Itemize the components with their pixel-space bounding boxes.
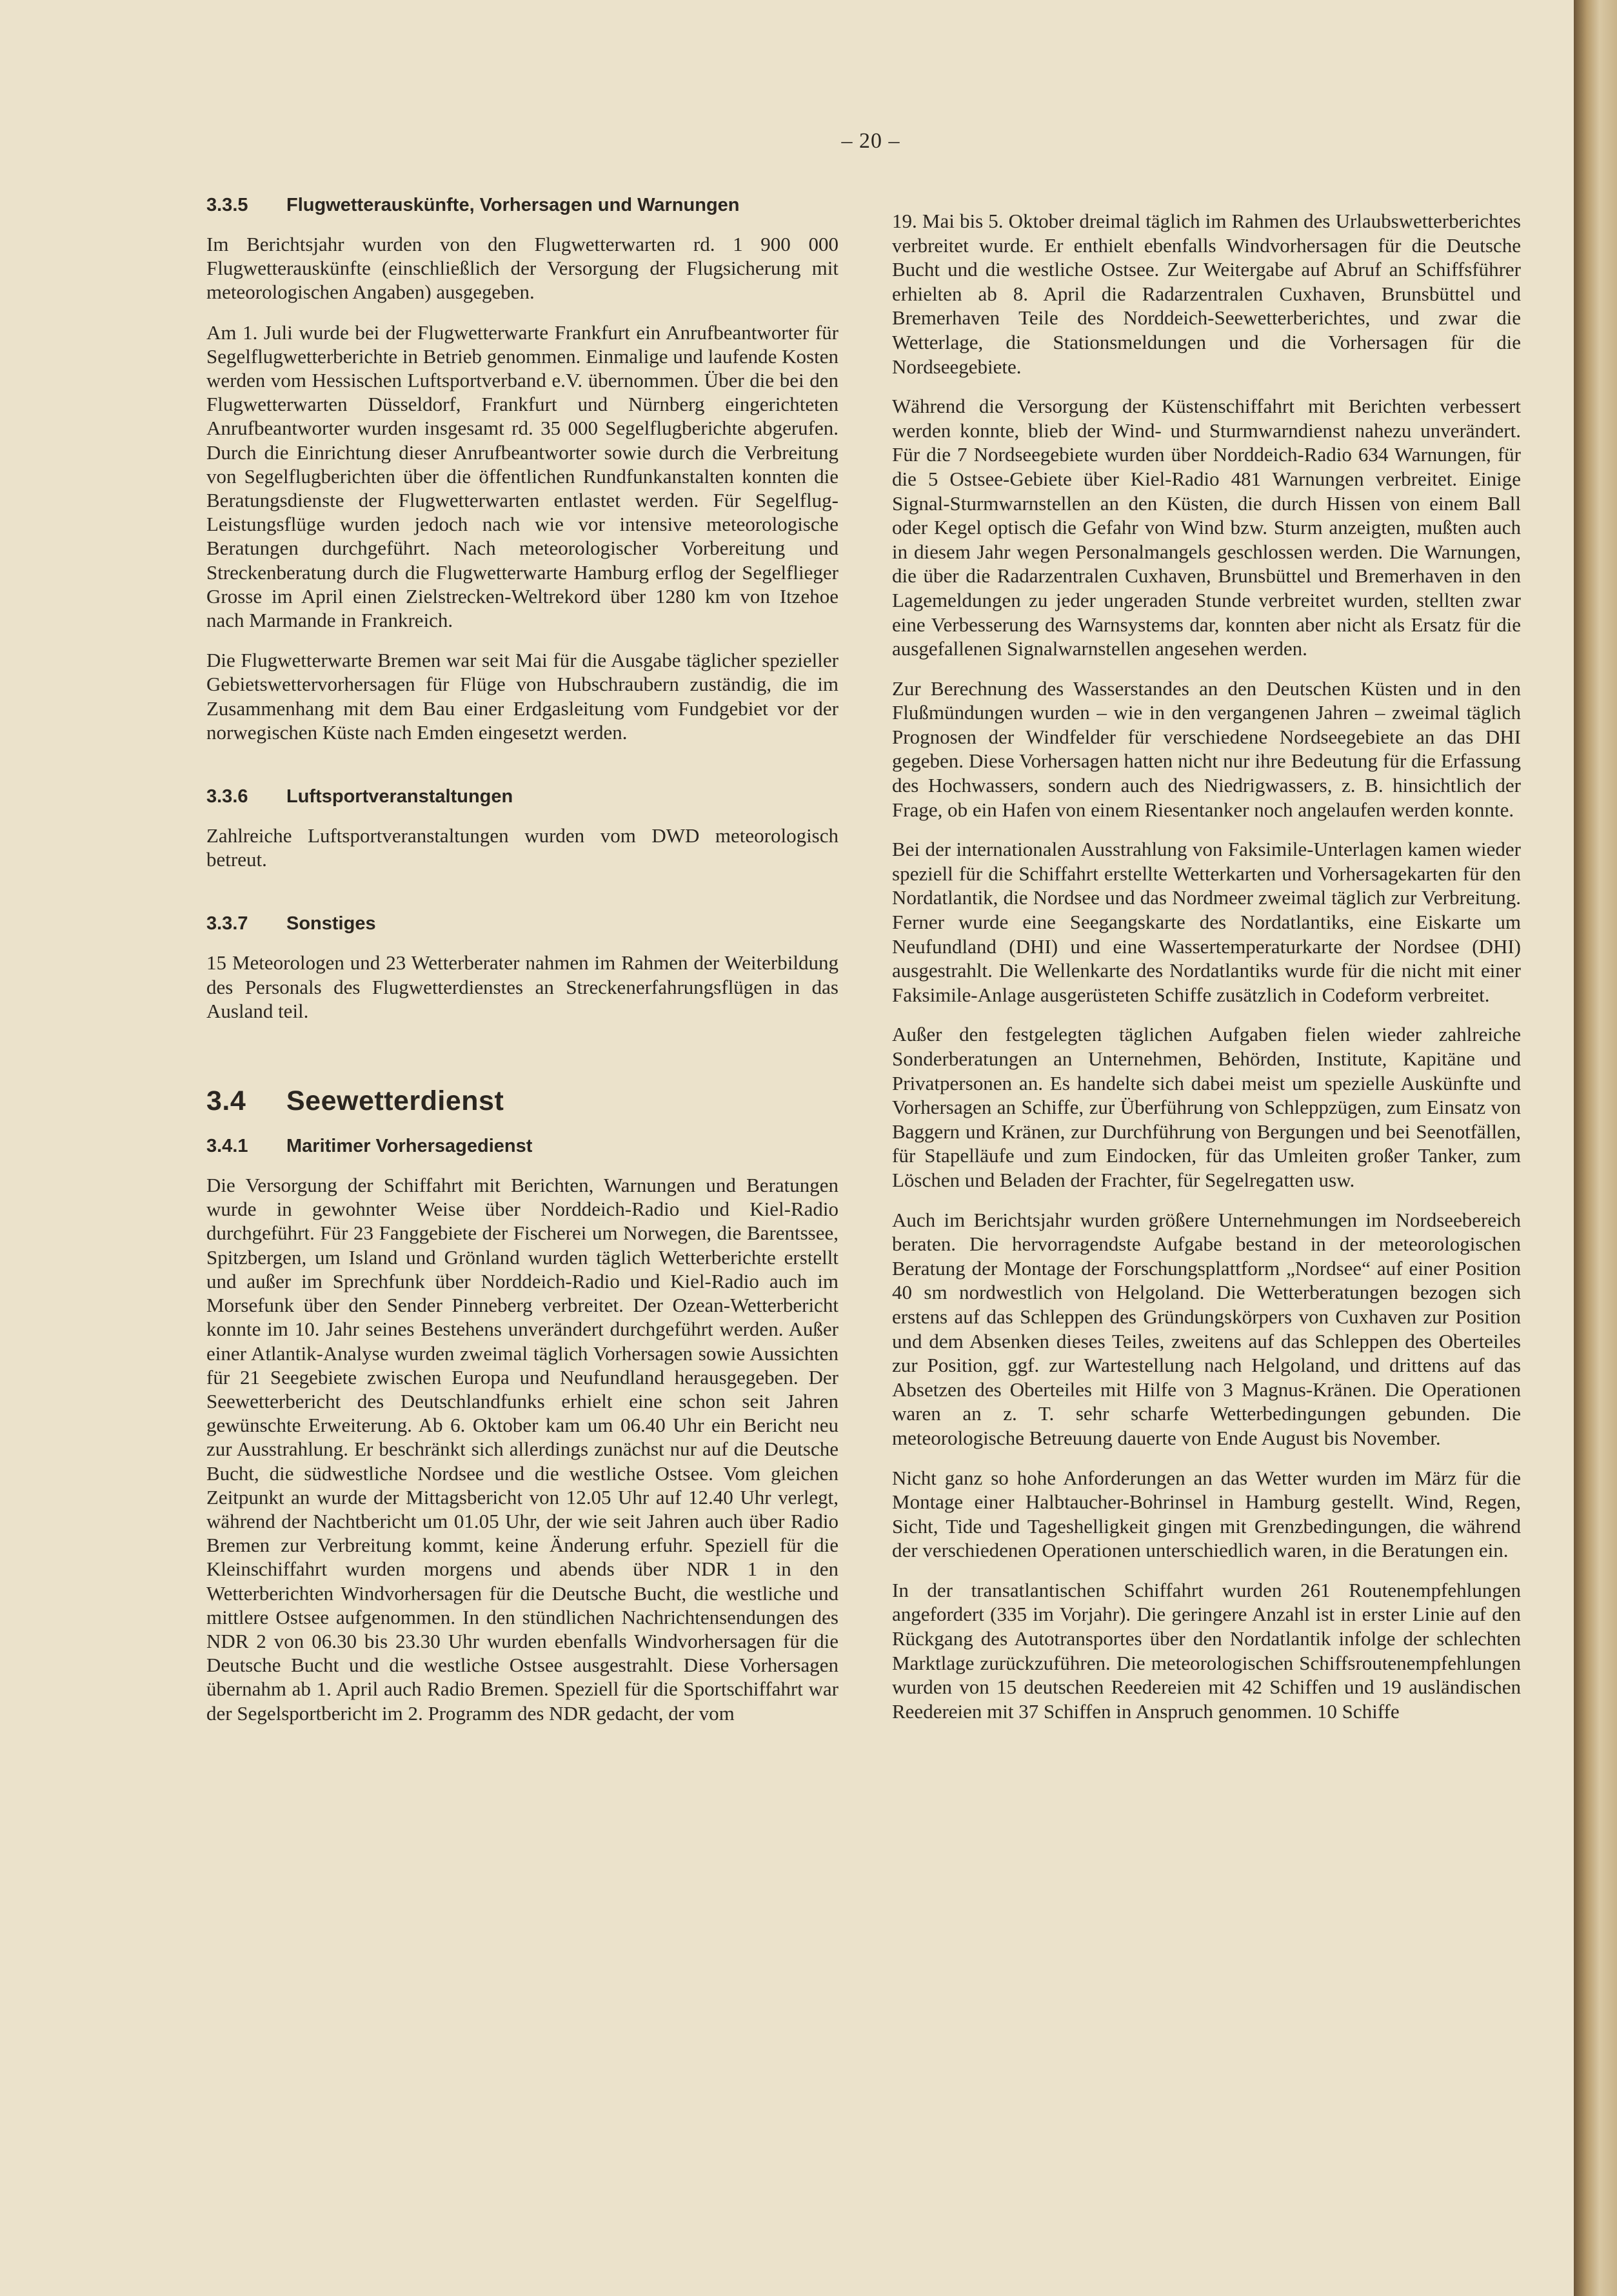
paragraph: Die Flugwetterwarte Bremen war seit Mai für die Ausgabe täglicher spezieller Gebietswettervorhersagen für Flüge von Hubschraubern zuständig, die im Zusammenhang mit dem Bau einer Erdgasleitung vom Fundgebiet vor der norwegischen Küste nach Emden eingesetzt werden. bbox=[206, 649, 838, 744]
section-heading-3-4-1: 3.4.1 Maritimer Vorhersagedienst bbox=[206, 1136, 533, 1157]
section-heading-3-4: 3.4 Seewetterdienst bbox=[206, 1085, 504, 1117]
section-heading-3-3-6: 3.3.6 Luftsportveranstaltungen bbox=[206, 786, 513, 807]
section-heading-3-3-5: 3.3.5 Flugwetterauskünfte, Vorhersagen und Warnungen bbox=[206, 195, 740, 215]
right-column bbox=[892, 209, 1521, 1739]
left-column bbox=[206, 193, 838, 1741]
paragraph: In der transatlantischen Schiffahrt wurden 261 Routenempfehlungen angefordert (335 im Vorjahr). Die geringere Anzahl ist in erster Linie auf den Rückgang des Autotransportes über den Nordatlantik infolge der schlechten Marktlage zurückzuführen. Die meteorologischen Schiffsroutenempfehlungen wurden von 15 deutschen Reedereien mit 42 Schiffen und 19 ausländischen Reedereien mit 37 Schiffen in Anspruch genommen. 10 Schiffe bbox=[892, 1578, 1521, 1723]
paragraph: Im Berichtsjahr wurden von den Flugwetterwarten rd. 1 900 000 Flugwetterauskünfte (einschließlich der Versorgung der Flugsicherung mit meteorologischen Angaben) ausgegeben. bbox=[206, 233, 838, 304]
paragraph: Zur Berechnung des Wasserstandes an den Deutschen Küsten und in den Flußmündungen wurden – wie in den vergangenen Jahren – zweimal täglich Prognosen der Windfelder für verschiedene Nordseegebiete an das DHI gegeben. Diese Vorhersagen hatten nicht nur ihre Bedeutung für die Erfassung des Hochwassers, sondern auch des Niedrigwassers, z. B. hinsichtlich der Frage, ob ein Hafen von einem Riesentanker noch angelaufen werden konnte. bbox=[892, 677, 1521, 821]
section-heading-3-3-7: 3.3.7 Sonstiges bbox=[206, 913, 376, 935]
page-number: – 20 – bbox=[841, 129, 900, 153]
paragraph: Während die Versorgung der Küstenschiffahrt mit Berichten verbessert werden konnte, blieb der Wind- und Sturmwarndienst nahezu unverändert. Für die 7 Nordseegebiete wurden über Norddeich-Radio 634 Warnungen, für die 5 Ostsee-Gebiete über Kiel-Radio 481 Warnungen verbreitet. Einige Signal-Sturmwarnstellen an den Küsten, die durch Hissen von einem Ball oder Kegel optisch die Gefahr von Wind bzw. Sturm anzeigten, mußten auch in diesem Jahr wegen Personalmangels geschlossen werden. Die Warnungen, die über die Radarzentralen Cuxhaven, Brunsbüttel und Bremerhaven in den Lagemeldungen zu jeder ungeraden Stunde verbreitet wurden, stellten zwar eine Verbesserung des Warnsystems dar, konnten aber nicht als Ersatz für die ausgefallenen Signalwarnstellen angesehen werden. bbox=[892, 395, 1521, 660]
paragraph: 19. Mai bis 5. Oktober dreimal täglich im Rahmen des Urlaubswetterberichtes verbreitet wurde. Er enthielt ebenfalls Windvorhersagen für die Deutsche Bucht und die westliche Ostsee. Zur Weitergabe auf Abruf an Schiffsführer erhielten ab 8. April die Radarzentralen Cuxhaven, Brunsbüttel und Bremerhaven Teile des Norddeich-Seewetterberichtes, und zwar die Wetterlage, die Stationsmeldungen und die Vorhersagen für die Nordseegebiete. bbox=[892, 210, 1521, 378]
paragraph: Bei der internationalen Ausstrahlung von Faksimile-Unterlagen kamen wieder speziell für die Schiffahrt erstellte Wetterkarten und Vorhersagekarten für den Nordatlantik, die Nordsee und das Nordmeer zweimal täglich zur Verbreitung. Ferner wurde eine Seegangskarte des Nordatlantiks, eine Eiskarte um Neufundland (DHI) und eine Wassertemperaturkarte der Nordsee (DHI) ausgestrahlt. Die Wellenkarte des Nordatlantiks wurde für die nicht mit einer Faksimile-Anlage ausgerüsteten Schiffe zusätzlich in Codeform verbreitet. bbox=[892, 838, 1521, 1006]
paragraph: Am 1. Juli wurde bei der Flugwetterwarte Frankfurt ein Anrufbeantworter für Segelflugwetterberichte in Betrieb genommen. Einmalige und laufende Kosten werden vom Hessischen Luftsportverband e.V. übernommen. Über die bei den Flugwetterwarten Düsseldorf, Frankfurt und Nürnberg eingerichteten Anrufbeantworter wurden insgesamt rd. 35 000 Segelflugberichte abgerufen. Durch die Einrichtung dieser Anrufbeantworter sowie durch die Verbreitung von Segelflugberichten über die öffentlichen Rundfunkanstalten konnten die Beratungsdienste der Flugwetterwarten entlastet werden. Für Segelflug-Leistungsflüge wurden jedoch nach wie vor intensive meteorologische Beratungen durchgeführt. Nach meteorologischer Vorbereitung und Streckenberatung durch die Flugwetterwarte Hamburg erflog der Segelflieger Grosse im April einen Zielstrecken-Weltrekord über 1280 km von Itzehoe nach Marmande in Frankreich. bbox=[206, 321, 838, 632]
paragraph: Zahlreiche Luftsportveranstaltungen wurden vom DWD meteorologisch betreut. bbox=[206, 824, 838, 871]
paragraph: Nicht ganz so hohe Anforderungen an das Wetter wurden im März für die Montage einer Halbtaucher-Bohrinsel in Hamburg gestellt. Wind, Regen, Sicht, Tide und Tageshelligkeit gingen mit Grenzbedingungen, die während der verschiedenen Operationen unterschiedlich waren, in die Beratungen ein. bbox=[892, 1466, 1521, 1562]
paragraph: Die Versorgung der Schiffahrt mit Berichten, Warnungen und Beratungen wurde in gewohnter Weise über Norddeich-Radio und Kiel-Radio durchgeführt. Für 23 Fanggebiete der Fischerei um Norwegen, die Barentssee, Spitzbergen, um Island und Grönland wurden täglich Wetterberichte erstellt und außer im Sprechfunk über Norddeich-Radio und Kiel-Radio auch im Morsefunk über den Sender Pinneberg verbreitet. Der Ozean-Wetterbericht konnte im 10. Jahr seines Bestehens unverändert durchgeführt werden. Außer einer Atlantik-Analyse wurden zweimal täglich Vorhersagen sowie Aussichten für 21 Seegebiete zwischen Europa und Neufundland herausgegeben. Der Seewetterbericht des Deutschlandfunks erhielt eine schon seit Jahren gewünschte Erweiterung. Ab 6. Oktober kam um 06.40 Uhr ein Bericht neu zur Ausstrahlung. Er beschränkt sich allerdings zunächst nur auf die Deutsche Bucht, die südwestliche Nordsee und die westliche Ostsee. Vom gleichen Zeitpunkt an wurde der Mittagsbericht von 12.05 Uhr auf 12.40 Uhr verlegt, während der Nachtbericht um 01.05 Uhr, der wie seit Jahren auch über Radio Bremen zur Verbreitung kommt, keine Änderung erfuhr. Speziell für die Kleinschiffahrt wurden morgens und abends über NDR 1 in den Wetterberichten Windvorhersagen für die Deutsche Bucht, die westliche und mittlere Ostsee aufgenommen. In den stündlichen Nachrichtensendungen des NDR 2 von 06.30 bis 23.30 Uhr wurden ebenfalls Windvorhersagen für die Deutsche Bucht und die westliche Ostsee ausgestrahlt. Diese Vorhersagen übernahm ab 1. April auch Radio Bremen. Speziell für die Sportschiffahrt war der Segelsportbericht im 2. Programm des NDR gedacht, der vom bbox=[206, 1174, 838, 1725]
page-edge-shadow bbox=[1574, 0, 1617, 2296]
paragraph: Auch im Berichtsjahr wurden größere Unternehmungen im Nordseebereich beraten. Die hervorragendste Aufgabe bestand in der meteorologischen Beratung der Montage der Forschungsplattform „Nordsee“ auf einer Position 40 sm nordwestlich von Helgoland. Die Wetterberatungen bezogen sich erstens auf das Schleppen des Gründungskörpers von Cuxhaven zur Position und dem Absenken dieses Teiles, zweitens auf das Schleppen des Oberteiles zur Position, ggf. zur Wartestellung nach Helgoland, und drittens auf das Absetzen des Oberteiles mit Hilfe von 3 Magnus-Kränen. Die Operationen waren an z. T. sehr scharfe Wetterbedingungen gebunden. Die meteorologische Betreuung dauerte von Ende August bis November. bbox=[892, 1208, 1521, 1449]
paragraph: 15 Meteorologen und 23 Wetterberater nahmen im Rahmen der Weiterbildung des Personals des Flugwetterdienstes an Streckenerfahrungsflügen in das Ausland teil. bbox=[206, 951, 838, 1022]
paragraph: Außer den festgelegten täglichen Aufgaben fielen wieder zahlreiche Sonderberatungen an Unternehmen, Behörden, Institute, Kapitäne und Privatpersonen an. Es handelte sich dabei meist um spezielle Auskünfte und Vorhersagen an Schiffe, zur Überführung von Schleppzügen, zum Einsatz von Baggern und Kränen, zur Durchführung von Bergungen und bei Seenotfällen, für Stapelläufe und zum Eindocken, für das Umleiten großer Tanker, zum Löschen und Beladen der Frachter, für Segelregatten usw. bbox=[892, 1023, 1521, 1191]
